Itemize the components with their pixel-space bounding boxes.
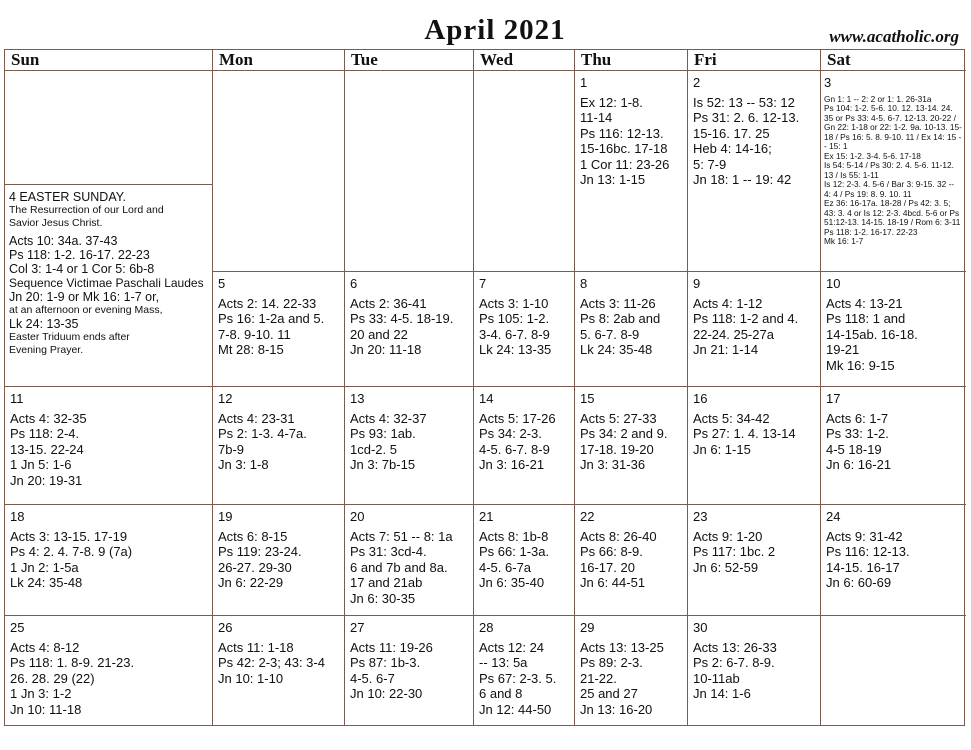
day-cell-20[interactable]	[345, 505, 474, 616]
evening-mass-note: at an afternoon or evening Mass,	[9, 304, 163, 316]
weekday-sun: Sun	[5, 50, 213, 71]
readings: Acts 13: 13-25 Ps 89: 2-3. 21-22. 25 and 27 Jn 13: 16-20	[580, 639, 664, 717]
day-cell-28[interactable]	[474, 616, 575, 725]
readings: Acts 11: 19-26 Ps 87: 1b-3. 4-5. 6-7 Jn 10: 22-30	[350, 639, 433, 701]
readings: Acts 4: 23-31 Ps 2: 1-3. 4-7a. 7b-9 Jn 3: 1-8	[218, 410, 307, 472]
readings: Acts 8: 26-40 Ps 66: 8-9. 16-17. 20 Jn 6: 44-51	[580, 528, 657, 590]
day-cell-30[interactable]	[688, 616, 821, 725]
day-number: 22	[580, 509, 595, 524]
day-cell-10[interactable]	[821, 272, 966, 387]
day-number: 18	[10, 509, 25, 524]
day-number: 15	[580, 391, 595, 406]
day-cell-12[interactable]	[213, 387, 345, 505]
day-number: 10	[826, 276, 841, 291]
readings: Acts 6: 8-15 Ps 119: 23-24. 26-27. 29-30 Jn 6: 22-29	[218, 528, 302, 590]
day-cell-16[interactable]	[688, 387, 821, 505]
day-number: 12	[218, 391, 233, 406]
day-cell-6[interactable]	[345, 272, 474, 387]
easter-subtitle: The Resurrection of our Lord and Savior Jesus Christ.	[9, 204, 164, 229]
triduum-note: Easter Triduum ends after Evening Prayer.	[9, 331, 130, 356]
day-number: 29	[580, 620, 595, 635]
day-number: 3	[824, 75, 832, 90]
day-cell-25[interactable]	[5, 616, 213, 725]
readings: Acts 3: 11-26 Ps 8: 2ab and 5. 6-7. 8-9 Lk 24: 35-48	[580, 295, 661, 357]
gospel-reading-alt: Lk 24: 13-35	[9, 317, 79, 331]
readings: Acts 8: 1b-8 Ps 66: 1-3a. 4-5. 6-7a Jn 6: 35-40	[479, 528, 550, 590]
day-cell-3[interactable]	[821, 71, 966, 272]
day-number: 8	[580, 276, 588, 291]
day-number: 11	[10, 391, 24, 406]
day-number: 7	[479, 276, 487, 291]
day-cell-27[interactable]	[345, 616, 474, 725]
readings: Acts 5: 17-26 Ps 34: 2-3. 4-5. 6-7. 8-9 Jn 3: 16-21	[479, 410, 556, 472]
readings: Acts 4: 1-12 Ps 118: 1-2 and 4. 22-24. 25-27a Jn 21: 1-14	[693, 295, 799, 357]
readings: Acts 2: 36-41 Ps 33: 4-5. 18-19. 20 and 22 Jn 20: 11-18	[350, 295, 454, 357]
empty-cell	[5, 71, 213, 185]
readings: Acts 4: 32-35 Ps 118: 2-4. 13-15. 22-24 1 Jn 5: 1-6 Jn 20: 19-31	[10, 410, 87, 488]
day-cell-5[interactable]	[213, 272, 345, 387]
day-number: 14	[479, 391, 494, 406]
day-number: 23	[693, 509, 708, 524]
readings: Acts 9: 31-42 Ps 116: 12-13. 14-15. 16-17 Jn 6: 60-69	[826, 528, 910, 590]
weekday-mon: Mon	[213, 50, 345, 71]
readings: Acts 5: 34-42 Ps 27: 1. 4. 13-14 Jn 6: 1-15	[693, 410, 796, 457]
day-number: 2	[693, 75, 701, 90]
day-number: 19	[218, 509, 233, 524]
day-cell-21[interactable]	[474, 505, 575, 616]
day-number: 26	[218, 620, 233, 635]
empty-cell	[213, 71, 345, 272]
weekday-thu: Thu	[575, 50, 688, 71]
readings: Is 52: 13 -- 53: 12 Ps 31: 2. 6. 12-13. 15-16. 17. 25 Heb 4: 14-16; 5: 7-9 Jn 18: 1 -- 19: 42	[693, 94, 800, 187]
gospel-reading: Jn 20: 1-9 or Mk 16: 1-7 or,	[9, 290, 160, 304]
readings: Acts 10: 34a. 37-43 Ps 118: 1-2. 16-17. 22-23 Col 3: 1-4 or 1 Cor 5: 6b-8	[9, 234, 155, 276]
weekday-sat: Sat	[821, 50, 966, 71]
readings: Acts 5: 27-33 Ps 34: 2 and 9. 17-18. 19-20 Jn 3: 31-36	[580, 410, 668, 472]
day-number: 24	[826, 509, 841, 524]
day-number: 20	[350, 509, 365, 524]
calendar-grid	[4, 49, 965, 726]
day-cell-23[interactable]	[688, 505, 821, 616]
day-cell-24[interactable]	[821, 505, 966, 616]
day-number: 6	[350, 276, 358, 291]
day-cell-26[interactable]	[213, 616, 345, 725]
day-number: 13	[350, 391, 365, 406]
day-cell-11[interactable]	[5, 387, 213, 505]
day-cell-17[interactable]	[821, 387, 966, 505]
readings: Acts 9: 1-20 Ps 117: 1bc. 2 Jn 6: 52-59	[693, 528, 776, 575]
day-number: 1	[580, 75, 588, 90]
day-number: 9	[693, 276, 701, 291]
day-cell-19[interactable]	[213, 505, 345, 616]
day-cell-29[interactable]	[575, 616, 688, 725]
day-number: 25	[10, 620, 25, 635]
day-cell-1[interactable]	[575, 71, 688, 272]
readings: Acts 3: 13-15. 17-19 Ps 4: 2. 4. 7-8. 9 (7a) 1 Jn 2: 1-5a Lk 24: 35-48	[10, 528, 133, 590]
empty-cell	[345, 71, 474, 272]
readings: Ex 12: 1-8. 11-14 Ps 116: 12-13. 15-16bc. 17-18 1 Cor 11: 23-26 Jn 13: 1-15	[580, 94, 670, 187]
readings: Acts 13: 26-33 Ps 2: 6-7. 8-9. 10-11ab Jn 14: 1-6	[693, 639, 777, 701]
readings: Acts 7: 51 -- 8: 1a Ps 31: 3cd-4. 6 and 7b and 8a. 17 and 21ab Jn 6: 30-35	[350, 528, 453, 606]
day-cell-14[interactable]	[474, 387, 575, 505]
day-number: 16	[693, 391, 708, 406]
day-number: 21	[479, 509, 494, 524]
readings: Acts 2: 14. 22-33 Ps 16: 1-2a and 5. 7-8. 9-10. 11 Mt 28: 8-15	[218, 295, 325, 357]
weekday-wed: Wed	[474, 50, 575, 71]
readings: Acts 4: 32-37 Ps 93: 1ab. 1cd-2. 5 Jn 3: 7b-15	[350, 410, 427, 472]
readings: Acts 4: 13-21 Ps 118: 1 and 14-15ab. 16-18. 19-21 Mk 16: 9-15	[826, 295, 918, 373]
readings: Acts 6: 1-7 Ps 33: 1-2. 4-5 18-19 Jn 6: 16-21	[826, 410, 892, 472]
empty-cell	[821, 616, 966, 725]
easter-title: 4 EASTER SUNDAY.	[9, 190, 126, 204]
day-cell-18[interactable]	[5, 505, 213, 616]
day-number: 27	[350, 620, 365, 635]
weekday-tue: Tue	[345, 50, 474, 71]
weekday-fri: Fri	[688, 50, 821, 71]
website-link[interactable]: www.acatholic.org	[829, 27, 959, 46]
day-cell-4[interactable]	[5, 185, 213, 387]
day-cell-22[interactable]	[575, 505, 688, 616]
readings: Acts 12: 24 -- 13: 5a Ps 67: 2-3. 5. 6 and 8 Jn 12: 44-50	[479, 639, 557, 717]
day-cell-9[interactable]	[688, 272, 821, 387]
sequence-note: Sequence Victimae Paschali Laudes	[9, 276, 204, 290]
day-cell-2[interactable]	[688, 71, 821, 272]
empty-cell	[474, 71, 575, 272]
day-cell-7[interactable]	[474, 272, 575, 387]
day-cell-15[interactable]	[575, 387, 688, 505]
day-number: 28	[479, 620, 494, 635]
readings: Acts 11: 1-18 Ps 42: 2-3; 43: 3-4 Jn 10: 1-10	[218, 639, 325, 686]
day-cell-13[interactable]	[345, 387, 474, 505]
readings: Acts 3: 1-10 Ps 105: 1-2. 3-4. 6-7. 8-9 Lk 24: 13-35	[479, 295, 552, 357]
day-number: 5	[218, 276, 226, 291]
readings: Acts 4: 8-12 Ps 118: 1. 8-9. 21-23. 26. 28. 29 (22) 1 Jn 3: 1-2 Jn 10: 11-18	[10, 639, 135, 717]
day-number: 30	[693, 620, 708, 635]
readings: Gn 1: 1 -- 2: 2 or 1: 1. 26-31a Ps 104: 1-2. 5-6. 10. 12. 13-14. 24. 35 or Ps 33: 4-5. 6-7. 12-13. 20-22 / Gn 22: 1-18 or 22: 1-2. 9a. 10-13. 15-18 / Ps 16: 5. 8. 9-10. 11 / Ex 14: 15 -- 15: 1 Ex 15: 1-2. 3-4. 5-6. 17-18 Is 54: 5-14 / Ps 30: 2. 4. 5-6. 11-12. 13 / Is 55: 1-11 Is 12: 2-3. 4. 5-6 / Bar 3: 9-15. 32 -- 4: 4 / Ps 19: 8. 9. 10. 11 Ez 36: 16-17a. 18-28 / Ps 42: 3. 5; 43: 3. 4 or Is 12: 2-3. 4bcd. 5-6 or Ps 51:12-13. 14-15. 18-19 / Rom 6: 3-11 Ps 118: 1-2. 16-17. 22-23 Mk 16: 1-7	[824, 93, 962, 246]
day-cell-8[interactable]	[575, 272, 688, 387]
day-number: 17	[826, 391, 841, 406]
month-title: April 2021	[424, 14, 566, 46]
